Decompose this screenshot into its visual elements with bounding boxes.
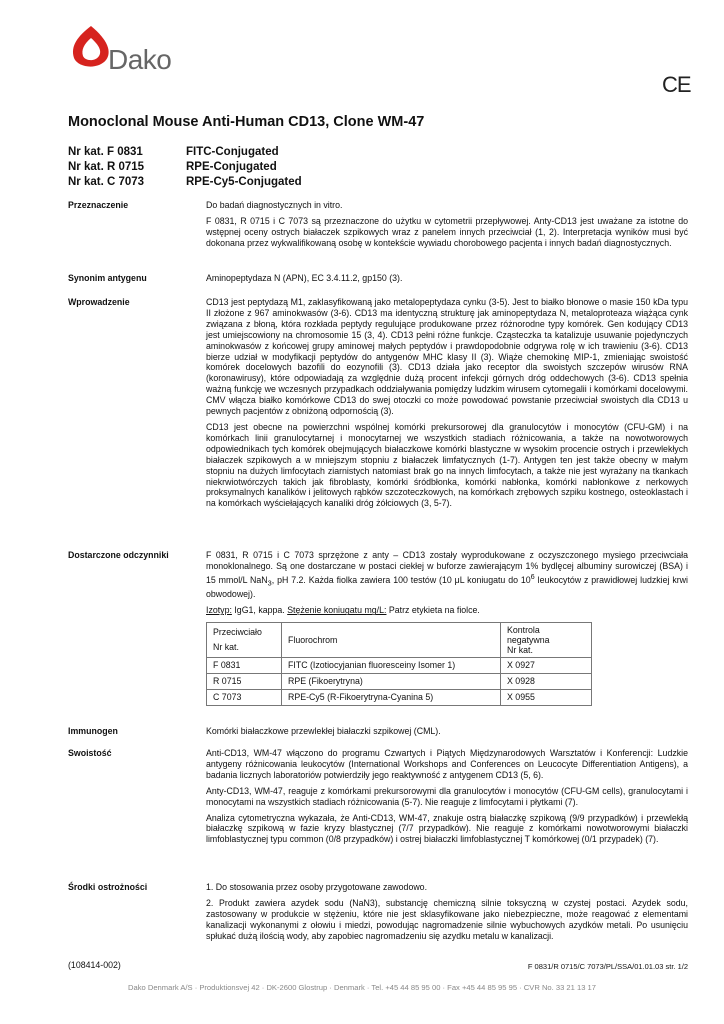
table-row — [207, 658, 592, 674]
paragraph: 1. Do stosowania przez osoby przygotowane zawodowo. — [206, 882, 428, 892]
table-header-cell: Fluorochrom — [282, 623, 501, 658]
section-label: Synonim antygenu — [68, 273, 147, 283]
header-text: Nr kat. — [507, 645, 533, 656]
section-przeznaczenie — [68, 200, 688, 254]
section-label: Dostarczone odczynniki — [68, 550, 169, 560]
table-cell: RPE (Fikoerytryna) — [282, 674, 501, 690]
table-cell: C 7073 — [207, 690, 282, 706]
section-content — [206, 882, 688, 947]
table-header-cell — [207, 623, 282, 658]
section-synonim — [68, 273, 688, 289]
table-cell: X 0928 — [501, 674, 592, 690]
table-cell: RPE-Cy5 (R-Fikoerytryna-Cyanina 5) — [282, 690, 501, 706]
product-cat-number: Nr kat. C 7073 — [68, 176, 145, 188]
section-label: Swoistość — [68, 748, 112, 758]
product-name: FITC-Conjugated — [186, 146, 279, 158]
table-cell: X 0955 — [501, 690, 592, 706]
table-cell: R 0715 — [207, 674, 282, 690]
section-content — [206, 297, 688, 514]
section-label: Wprowadzenie — [68, 297, 130, 307]
product-cat-number: Nr kat. R 0715 — [68, 161, 145, 173]
header-text: Przeciwciało — [213, 627, 262, 638]
subscript: 3 — [267, 578, 272, 588]
header-text: Kontrola — [507, 625, 540, 636]
header-text: Nr kat. — [213, 642, 239, 653]
paragraph: CD13 jest peptydazą M1, zaklasyfikowaną jako metalopeptydaza cynku (3-5). Jest to białko błonowe o masie 150 kDa typu II złożone z 967 aminokwasów (3-6). CD13 ma identyczną strukturę jak aminopeptydaza N, metaloproteaza wiążąca cynk związana z błoną, która rozkłada peptydy regulujące produkowane przez różnorodne typy komórek. Gen kodujący CD13 jest umiejscowiony na chromosomie 15 (3, 4). CD13 pełni różne funkcje. Cząsteczka ta katalizuje usuwanie pojedynczych aminokwasów z końcowej grupy aminowej małych peptydów i prawdopodobnie odgrywa rolę w ich trawieniu (3-6). CD13 bierze udział w modyfikacji peptydów do antygenów MHC klasy II (3). Wiąże chemokinę MIP-1, zmieniając swoistość komórek docelowych bazofili do eozynofili (3). CD13 działa jako receptor dla swoistych szczepów wirusów RNA (koronawirusy), które odpowiadają za względnie dużą procent infekcji górnych dróg oddechowych (3-6). CD13 spełnia ważną funkcję we wczesnych przypadkach oddziaływania pomiędzy ludzkim wirusem cytomegalii i komórkami docelowymi. CMV włącza białko komórkowe CD13 do swej otoczki co może powodować powstanie przeciwciał swoistych dla CD13 u pewnych pacjentów z obniżoną odpornością (3). — [206, 297, 688, 417]
table-cell: F 0831 — [207, 658, 282, 674]
company-address: Dako Denmark A/S · Produktionsvej 42 · DK-2600 Glostrup · Denmark · Tel. +45 44 85 95 00 · Fax +45 44 85 95 95 · CVR No. 33 21 13 17 — [128, 983, 596, 992]
section-label: Immunogen — [68, 726, 118, 736]
section-swoistosc — [68, 748, 688, 850]
section-label: Przeznaczenie — [68, 200, 129, 210]
table-cell: X 0927 — [501, 658, 592, 674]
header-text: negatywna — [507, 635, 550, 646]
section-label: Środki ostrożności — [68, 882, 148, 892]
product-row — [68, 175, 302, 190]
product-cat-number: Nr kat. F 0831 — [68, 146, 143, 158]
section-srodki — [68, 882, 688, 947]
product-list — [68, 145, 302, 190]
paragraph: Analiza cytometryczna wykazała, że Anti-CD13, WM-47, znakuje ostrą białaczkę szpikową (9/9 przypadków) i przewlekłą białaczkę szpikową w fazie kryzy blastycznej (7/7 przypadków). Nie reaguje z komórkami nowotworowymi białaczki limfoblastycznej typu common (0/8 przypadków) i ostrej białaczki limfoblastycznej T komórkowej (0/1 przypadek) (7). — [206, 812, 688, 845]
paragraph: Komórki białaczkowe przewlekłej białaczki szpikowej (CML). — [206, 726, 441, 736]
section-content — [206, 273, 688, 289]
ce-mark: CE — [662, 72, 691, 97]
section-content — [206, 748, 688, 850]
izotyp-label: Izotyp: — [206, 605, 232, 616]
text-run: , pH 7.2. Każda fiolka zawiera 100 testów (10 μL koniugatu do 10 — [271, 574, 531, 585]
page-reference: F 0831/R 0715/C 7073/PL/SSA/01.01.03 str. 1/2 — [527, 962, 688, 971]
paragraph: CD13 jest obecne na powierzchni wspólnej komórki prekursorowej dla granulocytów i monocytów (CFU-GM) i na komórkach linii granulocytarnej i monocytarnej we wszystkich stadiach różnicowania, a także na nowotworowych odpowiednikach tych komórek obejmujących białaczkowe komórki blastyczne w wysokim procencie ostrych i przewlekłych białaczek szpikowych a w mniejszym stopniu z białaczek limfatycznych (1-7). Antygen ten jest także obecny w małym stopniu na dużych limfocytach ziarnistych natomiast brak go na innych limfocytach, a także nie jest wyrażany na tkankach niekrwiotwórczych takich jak fibroblasty, komórki śródbłonka, komórki nabłonka, komórki nabłonkowe z nerkowych proksymalnych kanalików i jelitowych rąbków szczoteczkowych, na komórkach zrębowych szpiku kostnego, osteoklastach i na komórkach wyściełających kanaliki dróg żółciowych (3, 5-7). — [206, 421, 688, 509]
section-content — [206, 550, 688, 706]
table-header-row — [207, 623, 592, 658]
section-dostarczone — [68, 550, 688, 706]
stezenie-label: Stężenie koniugatu mg/L: — [287, 605, 387, 616]
section-wprowadzenie — [68, 297, 688, 514]
product-row — [68, 160, 302, 175]
document-code: (108414-002) — [68, 960, 121, 970]
stezenie-value: Patrz etykieta na fiolce. — [386, 605, 480, 616]
paragraph: Anty-CD13, WM-47, reaguje z komórkami prekursorowymi dla granulocytów i monocytów (CFU-GM cells), granulocytami i monocytami na wszystkich stadiach różnicowania (5-7). Nie reaguje z limfocytami i płytkami (7). — [206, 785, 688, 807]
izotyp-value: IgG1, kappa. — [231, 605, 288, 616]
section-content — [206, 200, 688, 254]
paragraph: Do badań diagnostycznych in vitro. — [206, 200, 343, 210]
paragraph: Aminopeptydaza N (APN), EC 3.4.11.2, gp150 (3). — [206, 273, 403, 283]
paragraph: Anti-CD13, WM-47 włączono do programu Czwartych i Piątych Międzynarodowych Warsztatów i Konferencji: Ludzkie antygeny różnicowania leukocytów (International Workshops and Conferences on Leucocyte Differentiation Antigens), a badania licznych laboratoriów potwierdziły jego reaktywność z antygenem CD13 (5, 6). — [206, 748, 688, 780]
section-content — [206, 726, 688, 742]
paragraph — [206, 550, 688, 600]
section-immunogen — [68, 726, 688, 742]
product-name: RPE-Cy5-Conjugated — [186, 176, 302, 188]
table-cell: FITC (Izotiocyjanian fluoresceiny Isomer 1) — [282, 658, 501, 674]
text-run: leukocytów z prawidłowej ludzkiej krwi obwodowej). — [206, 574, 688, 600]
text-run: F 0831, R 0715 i C 7073 sprzężone z anty – CD13 zostały wyprodukowane z oczyszczonego mysiego przeciwciała monoklonalnego. Są one dostarczane w postaci ciekłej w buforze zawierającym 1% bydlęcej albuminy surowiczej (BSA) i 15 mmol/L NaN — [206, 550, 688, 585]
superscript: 6 — [530, 571, 535, 581]
document-title: Monoclonal Mouse Anti-Human CD13, Clone WM-47 — [68, 114, 425, 130]
table-header-cell — [501, 623, 592, 658]
paragraph: F 0831, R 0715 i C 7073 są przeznaczone do użytku w cytometrii przepływowej. Anty-CD13 jest uważane za istotne do wstępnej oceny ostrych białaczek szpikowych wraz z panelem innych przeciwciał (1, 2). Interpretacja wyników musi być dokonana przez wykwalifikowaną osobę w kontekście wywiadu chorobowego pacjenta i innych badań diagnostycznych. — [206, 215, 688, 248]
brand-name: Dako — [108, 44, 172, 75]
paragraph: 2. Produkt zawiera azydek sodu (NaN3), substancję chemiczną silnie toksyczną w czystej postaci. Azydek sodu, zastosowany w produkcie w stężeniu, które nie jest sklasyfikowane jako niebezpieczne, może reagować z elementami kanalizacji wykonanymi z ołowiu i miedzi, powodując nagromadzenie silnie wybuchowych azydków metali. Po usunięciu spłukać dużą ilością wody, aby zapobiec nagromadzeniu się azydku metalu w kanalizacji. — [206, 897, 688, 941]
product-row — [68, 145, 302, 160]
paragraph — [206, 605, 688, 616]
table-row — [207, 674, 592, 690]
fluorochrome-table — [206, 622, 592, 706]
product-name: RPE-Conjugated — [186, 161, 277, 173]
table-row — [207, 690, 592, 706]
